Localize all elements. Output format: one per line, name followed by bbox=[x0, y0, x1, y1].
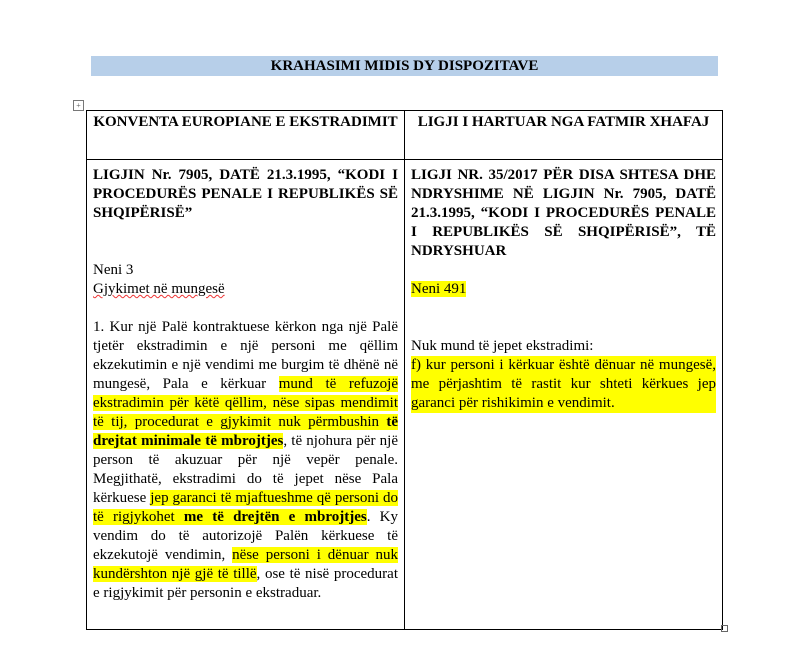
right-cell bbox=[405, 160, 723, 630]
paragraph-segment: të drejtat minimale të mbrojtjes bbox=[93, 414, 398, 449]
table-move-handle-icon[interactable]: + bbox=[73, 100, 84, 111]
paragraph-segment: , të njohura për një person të akuzuar për një vepër penale. Megjithatë, ekstradimi do të jepet nëse Pala kërkuese bbox=[93, 433, 398, 506]
paragraph-segment: mund të refuzojë ekstradimin për këtë qëllim, nëse sipas mendimit të tij, procedurat e gjykimit nuk përmbushin bbox=[93, 376, 398, 430]
left-law-title: LIGJIN Nr. 7905, DATË 21.3.1995, “KODI I PROCEDURËS PENALE I REPUBLIKËS SË SHQIPËRISË” bbox=[93, 167, 398, 221]
left-article: Neni 3 bbox=[93, 262, 134, 278]
left-paragraph bbox=[93, 318, 398, 603]
comparison-table bbox=[86, 110, 723, 630]
right-intro: Nuk mund të jepet ekstradimi: bbox=[411, 338, 594, 354]
paragraph-segment: nëse personi i dënuar nuk kundërshton një gjë të tillë bbox=[93, 547, 398, 582]
column-header-right: LIGJI I HARTUAR NGA FATMIR XHAFAJ bbox=[405, 111, 723, 160]
left-cell bbox=[87, 160, 405, 630]
table-resize-handle[interactable] bbox=[721, 625, 728, 632]
left-article-title: Gjykimet në mungesë bbox=[93, 281, 225, 297]
right-law-title: LIGJI NR. 35/2017 PËR DISA SHTESA DHE NDRYSHIME NË LIGJIN Nr. 7905, DATË 21.3.1995, “KODI I PROCEDURËS PENALE I REPUBLIKËS SË SHQIPËRISË”, TË NDRYSHUAR bbox=[411, 167, 716, 259]
column-header-left: KONVENTA EUROPIANE E EKSTRADIMIT bbox=[87, 111, 405, 160]
right-clause: f) kur personi i kërkuar është dënuar në mungesë, me përjashtim të rastit kur shteti kërkues jep garanci për rishikimin e vendimit. bbox=[411, 357, 716, 411]
paragraph-segment: jep garanci të mjaftueshme që personi do të rigjykohet bbox=[93, 490, 398, 525]
paragraph-segment: 1. Kur një Palë kontraktuese kërkon nga një Palë tjetër ekstradimin e një personi me qëllim ekzekutimin e një vendimi me burgim të dhënë në mungesë, Pala e kërkuar bbox=[93, 319, 398, 392]
document-title: KRAHASIMI MIDIS DY DISPOZITAVE bbox=[91, 56, 718, 76]
paragraph-segment: me të drejtën e mbrojtjes bbox=[183, 509, 367, 525]
right-article: Neni 491 bbox=[411, 281, 467, 297]
paragraph-segment: , ose të nisë procedurat e rigjykimit për personin e ekstraduar. bbox=[93, 566, 398, 601]
paragraph-segment: . Ky vendim do të autorizojë Palën kërkuese të ekzekutojë vendimin, bbox=[93, 509, 398, 563]
